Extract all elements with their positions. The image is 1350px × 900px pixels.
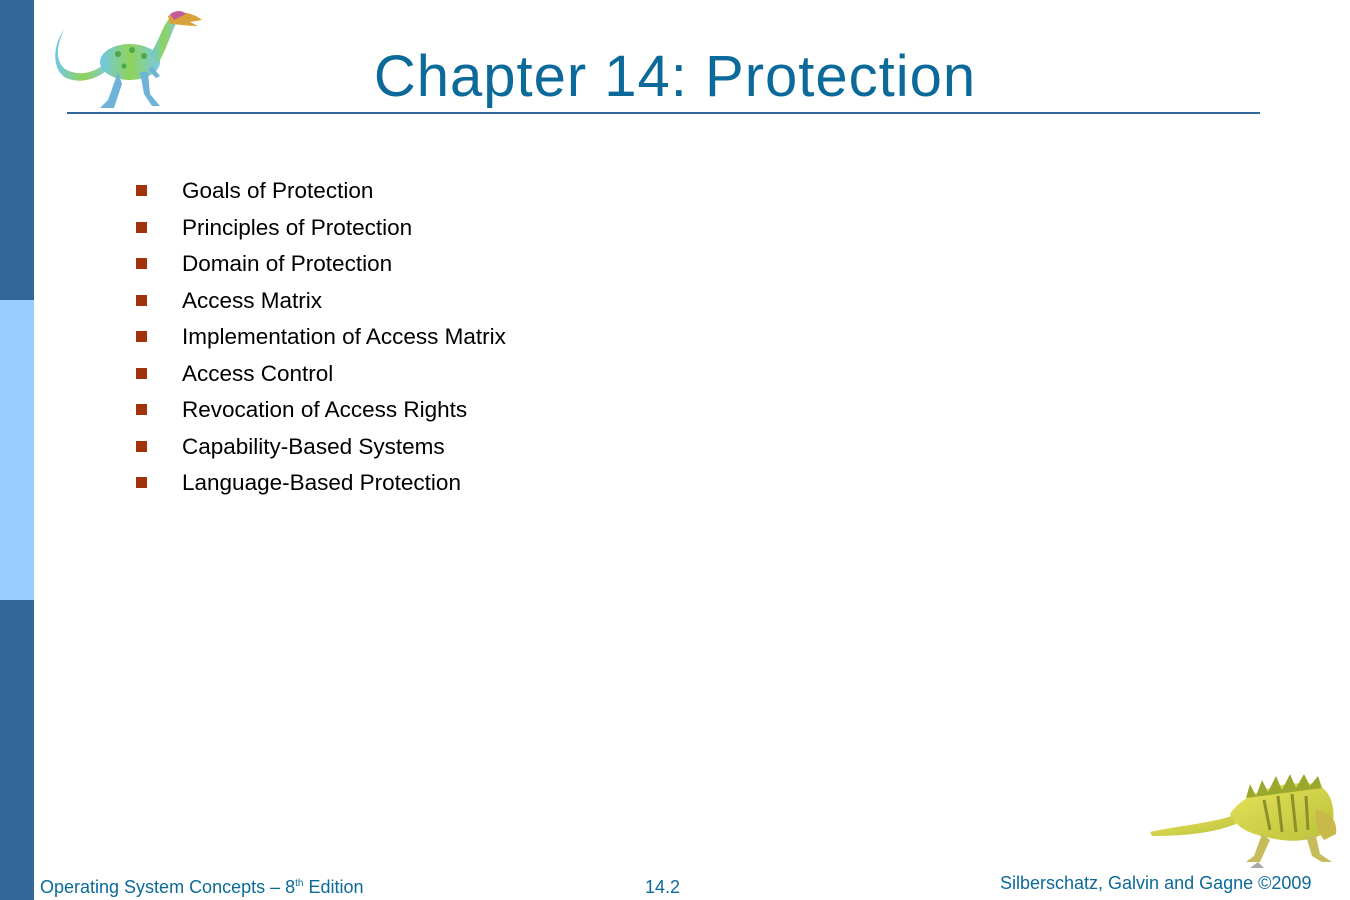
list-item bbox=[132, 391, 506, 428]
list-item bbox=[132, 209, 506, 246]
list-item bbox=[132, 282, 506, 319]
title-rule bbox=[67, 112, 1260, 114]
list-item-label: Implementation of Access Matrix bbox=[182, 324, 506, 349]
square-bullet-icon bbox=[136, 222, 147, 233]
side-bar-middle-segment bbox=[0, 300, 34, 600]
list-item-label: Language-Based Protection bbox=[182, 470, 461, 495]
footer-book-title bbox=[40, 877, 364, 898]
list-item bbox=[132, 172, 506, 209]
list-item-label: Revocation of Access Rights bbox=[182, 397, 468, 422]
list-item-label: Goals of Protection bbox=[182, 178, 374, 203]
list-item bbox=[132, 355, 506, 392]
square-bullet-icon bbox=[136, 331, 147, 342]
topic-list bbox=[132, 172, 506, 501]
list-item bbox=[132, 428, 506, 465]
side-bar bbox=[0, 0, 34, 900]
footer-book-sup: th bbox=[295, 878, 304, 889]
footer-book-suffix: Edition bbox=[303, 877, 364, 897]
slide-title: Chapter 14: Protection bbox=[373, 44, 977, 109]
dinosaur-corner-icon bbox=[1146, 770, 1341, 870]
square-bullet-icon bbox=[136, 295, 147, 306]
footer-copyright: Silberschatz, Galvin and Gagne ©2009 bbox=[1000, 873, 1312, 893]
list-item-label: Access Matrix bbox=[182, 287, 323, 313]
list-item-label: Capability-Based Systems bbox=[182, 433, 445, 459]
side-bar-bottom-segment bbox=[0, 600, 34, 900]
square-bullet-icon bbox=[136, 258, 147, 269]
list-item bbox=[132, 464, 506, 501]
footer-book-prefix: Operating System Concepts – 8 bbox=[40, 877, 296, 897]
list-item-label: Domain of Protection bbox=[182, 251, 393, 276]
list-item-label: Principles of Protection bbox=[182, 214, 413, 240]
square-bullet-icon bbox=[136, 477, 147, 488]
square-bullet-icon bbox=[136, 404, 147, 415]
square-bullet-icon bbox=[136, 185, 147, 196]
list-item-label: Access Control bbox=[182, 360, 334, 386]
square-bullet-icon bbox=[136, 368, 147, 379]
square-bullet-icon bbox=[136, 441, 147, 452]
footer-page-number: 14.2 bbox=[645, 877, 681, 897]
list-item bbox=[132, 245, 506, 282]
list-item bbox=[132, 318, 506, 355]
